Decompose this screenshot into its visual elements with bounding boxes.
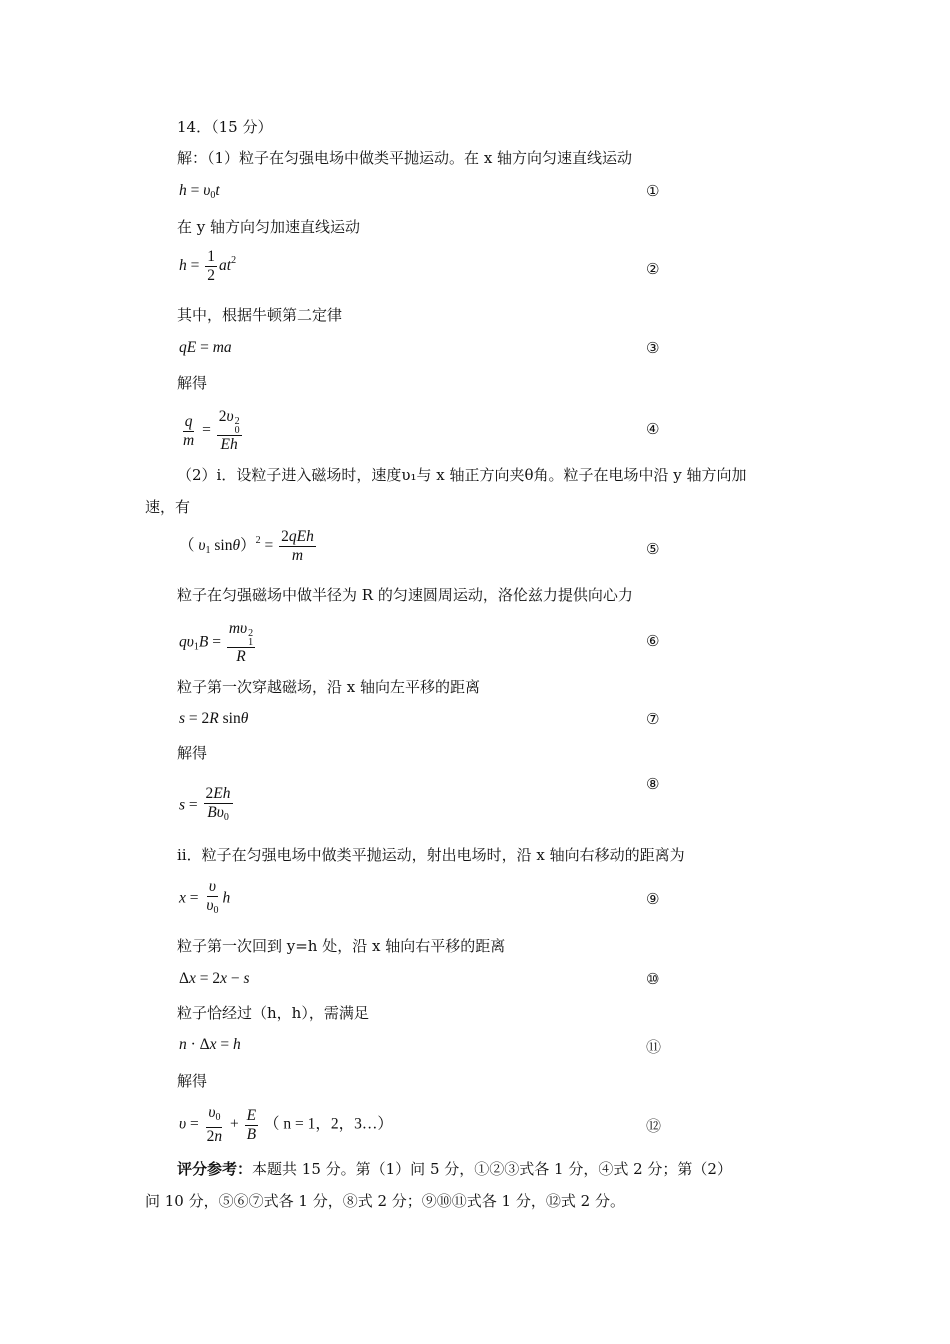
equation-12: υ = $\frac{\upsilon_0}{2n}$ + $\frac{E}{B}$ （ n = 1，2，3…） — [179, 1104, 393, 1145]
equation-condition: （ n = 1，2，3…） — [263, 1115, 393, 1133]
equation-1: $h = \upsilon_0t$ — [179, 182, 220, 201]
text-line: ⅱ．粒子在匀强电场中做类平抛运动，射出电场时，沿 x 轴向右移动的距离为 — [177, 846, 685, 864]
equation-number: ⑦ — [646, 710, 660, 728]
equation-11: n · Δx = h — [179, 1036, 241, 1053]
equation-number: ⑤ — [646, 540, 660, 558]
equation-number: ⑥ — [646, 632, 660, 650]
equation-6: $q\upsilon_1B$ = mυ 2 1 R — [179, 620, 254, 665]
text-line: 粒子第一次回到 y=h 处，沿 x 轴向右平移的距离 — [177, 937, 506, 955]
text-line: 解得 — [177, 1072, 208, 1090]
scoring-line-1: 本题共 15 分。第（1）问 5 分，①②③式各 1 分，④式 2 分；第（2） — [252, 1160, 732, 1178]
text-line: 在 y 轴方向匀加速直线运动 — [177, 218, 361, 236]
equation-10: Δx = 2x − s — [179, 970, 250, 987]
equation-number: ⑪ — [646, 1038, 662, 1056]
equation-number: ③ — [646, 339, 660, 357]
equation-5: （ $\upsilon_1$ sinθ）$^2$ = $\frac{\text{2qEh}}{m}$ — [179, 528, 314, 564]
equation-8: s = $\frac{2Eh}{B\upsilon_0}$ — [179, 785, 231, 823]
equation-number: ⑩ — [646, 970, 660, 988]
text-line: 粒子第一次穿越磁场，沿 x 轴向左平移的距离 — [177, 678, 480, 696]
equation-number: ① — [646, 182, 660, 200]
text-line: 解：（1）粒子在匀强电场中做类平抛运动。在 x 轴方向匀速直线运动 — [177, 149, 633, 167]
text-line: 粒子在匀强磁场中做半径为 R 的匀速圆周运动，洛伦兹力提供向心力 — [177, 586, 633, 604]
text-line: （2）ⅰ．设粒子进入磁场时，速度υ₁与 x 轴正方向夹θ角。粒子在电场中沿 y 轴方向加 — [177, 466, 747, 484]
problem-header: 14．（15 分） — [177, 118, 273, 136]
scoring-reference — [177, 1158, 732, 1180]
equation-number: ⑫ — [646, 1117, 662, 1135]
equation-7: s = 2R sinθ — [179, 710, 249, 727]
equation-4: $\frac{q}{m}$ = 2υ 2 0 Eh — [183, 408, 240, 453]
equation-number: ② — [646, 260, 660, 278]
text-line: 解得 — [177, 744, 208, 762]
scoring-line-2: 问 10 分，⑤⑥⑦式各 1 分，⑧式 2 分；⑨⑩⑪式各 1 分，⑫式 2 分。 — [145, 1192, 625, 1210]
equation-9: x = $\frac{\upsilon}{\upsilon_0}$ h — [179, 878, 231, 916]
equation-3: qE = ma — [179, 339, 232, 356]
scoring-label: 评分参考： — [177, 1160, 253, 1178]
equation-2: h = $\frac{1}{2}$ $at^2$ — [179, 248, 237, 284]
equation-number: ⑨ — [646, 890, 660, 908]
text-line: 粒子恰经过（h，h），需满足 — [177, 1004, 369, 1022]
text-line: 解得 — [177, 374, 208, 392]
text-line: 其中，根据牛顿第二定律 — [177, 306, 343, 324]
equation-number: ④ — [646, 420, 660, 438]
equation-number: ⑧ — [646, 775, 660, 793]
text-line: 速，有 — [145, 498, 191, 516]
